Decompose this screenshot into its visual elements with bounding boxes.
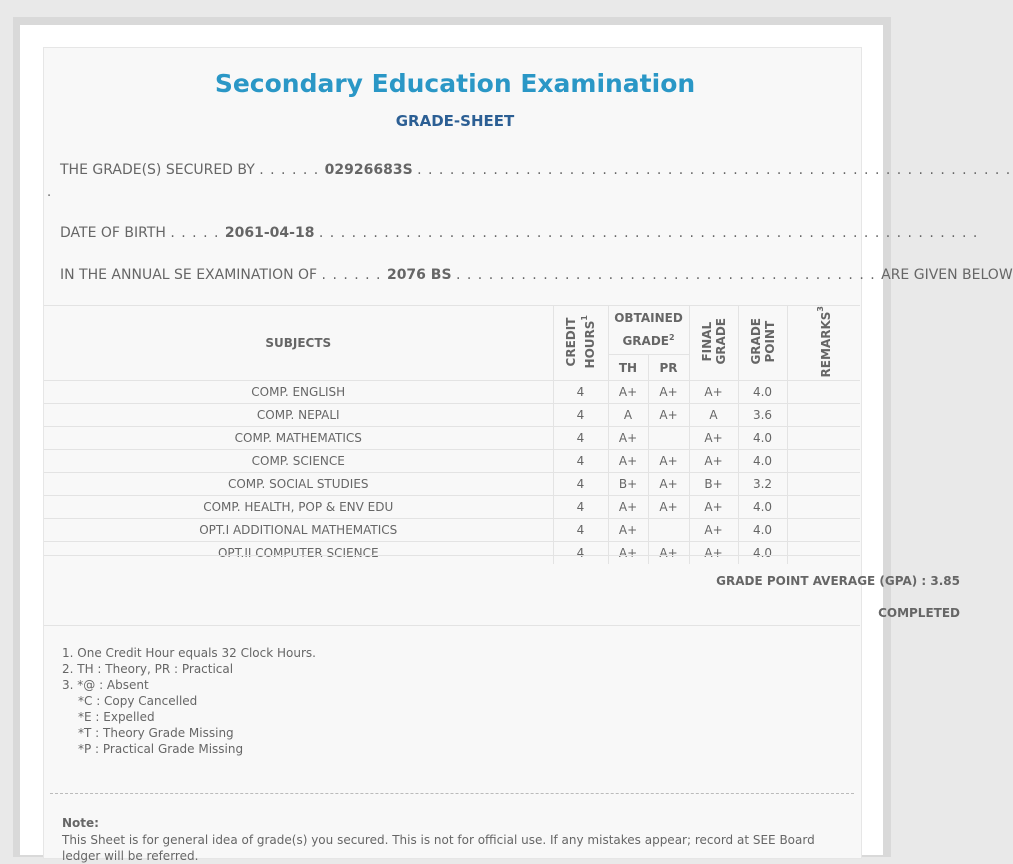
cell-gp: 3.2: [738, 473, 787, 496]
cell-credit: 4: [553, 404, 608, 427]
footnote: 2. TH : Theory, PR : Practical: [62, 662, 234, 676]
gpa-value: 3.85: [930, 574, 960, 588]
table-row: [44, 381, 860, 404]
cell-credit: 4: [553, 519, 608, 542]
cell-credit: 4: [553, 496, 608, 519]
cell-th: B+: [608, 473, 648, 496]
secured-by-line: THE GRADE(S) SECURED BY . . . . . . 02926683S . . . . . . . . . . . . . . . . . . . . . . . . . . . . . . . . . . . . . . . . . . . . . . . . . . . . . . .: [60, 162, 1012, 178]
cell-th: A+: [608, 542, 648, 565]
table-row: [44, 450, 860, 473]
cell-gp: 4.0: [738, 381, 787, 404]
grade-sheet-subtitle: GRADE-SHEET: [395, 112, 515, 130]
cell-subject: COMP. MATHEMATICS: [44, 427, 553, 450]
cell-final: A+: [689, 519, 738, 542]
cell-gp: 4.0: [738, 450, 787, 473]
remarks-header: REMARKS$^3$: [787, 306, 860, 381]
cell-pr: A+: [648, 496, 689, 519]
exam-line: IN THE ANNUAL SE EXAMINATION OF . . . . . . 2076 BS . . . . . . . . . . . . . . . . . . . . . . . . . . . . . . . . . . . . . . . ARE GIVEN BELOW: [60, 267, 1013, 283]
cell-final: A+: [689, 542, 738, 565]
grades-table: [44, 305, 860, 564]
cell-subject: OPT.II COMPUTER SCIENCE: [44, 542, 553, 565]
cell-credit: 4: [553, 473, 608, 496]
table-row: [44, 496, 860, 519]
th-header: TH: [608, 355, 648, 381]
cell-pr: A+: [648, 450, 689, 473]
cell-remarks: [787, 404, 860, 427]
cell-subject: OPT.I ADDITIONAL MATHEMATICS: [44, 519, 553, 542]
cell-remarks: [787, 519, 860, 542]
cell-pr: [648, 427, 689, 450]
cell-subject: COMP. SCIENCE: [44, 450, 553, 473]
cell-pr: A+: [648, 473, 689, 496]
cell-th: A+: [608, 496, 648, 519]
date-of-birth: 2061-04-18: [224, 225, 315, 241]
exam-label: IN THE ANNUAL SE EXAMINATION OF: [60, 267, 318, 283]
cell-remarks: [787, 496, 860, 519]
cell-subject: COMP. SOCIAL STUDIES: [44, 473, 553, 496]
footnote: 3. *@ : Absent: [62, 678, 149, 692]
credit-hours-header: CREDIT HOURS$^1$: [553, 306, 608, 381]
dot-wrap: .: [47, 185, 52, 200]
gpa-line: [716, 574, 960, 588]
dob-line: DATE OF BIRTH . . . . . 2061-04-18 . . . . . . . . . . . . . . . . . . . . . . . . . . . . . . . . . . . . . . . . . . . . . . . . . . . . . . . . . . . . .: [60, 225, 979, 241]
cell-gp: 4.0: [738, 427, 787, 450]
pr-header: PR: [648, 355, 689, 381]
cell-final: A+: [689, 427, 738, 450]
footnote: *T : Theory Grade Missing: [78, 726, 234, 740]
dob-label: DATE OF BIRTH: [60, 225, 166, 241]
cell-final: B+: [689, 473, 738, 496]
cell-gp: 4.0: [738, 519, 787, 542]
table-row: [44, 404, 860, 427]
cell-credit: 4: [553, 381, 608, 404]
cell-remarks: [787, 381, 860, 404]
note-heading: Note:: [62, 816, 99, 830]
obtained-grade-header: OBTAINED GRADE$^2$: [608, 306, 689, 355]
cell-pr: [648, 519, 689, 542]
footnote: *C : Copy Cancelled: [78, 694, 198, 708]
note-text: This Sheet is for general idea of grade(s) you secured. This is not for official use. If any mistakes appear; record at SEE Board ledger will be referred.: [62, 833, 815, 863]
cell-pr: A+: [648, 381, 689, 404]
cell-final: A+: [689, 496, 738, 519]
cell-final: A+: [689, 381, 738, 404]
cell-th: A+: [608, 381, 648, 404]
divider: [44, 625, 860, 626]
secured-by-label: THE GRADE(S) SECURED BY: [60, 162, 255, 178]
footnotes: [62, 645, 316, 757]
cell-th: A: [608, 404, 648, 427]
cell-subject: COMP. NEPALI: [44, 404, 553, 427]
dashed-divider: [50, 793, 854, 794]
cell-gp: 3.6: [738, 404, 787, 427]
cell-credit: 4: [553, 427, 608, 450]
cell-th: A+: [608, 427, 648, 450]
cell-pr: A+: [648, 404, 689, 427]
cell-pr: A+: [648, 542, 689, 565]
table-row: [44, 542, 860, 565]
page-title: Secondary Education Examination: [214, 69, 696, 98]
table-row: [44, 427, 860, 450]
final-grade-header: FINAL GRADE: [689, 306, 738, 381]
grade-point-header: GRADE POINT: [738, 306, 787, 381]
cell-subject: COMP. ENGLISH: [44, 381, 553, 404]
cell-gp: 4.0: [738, 496, 787, 519]
cell-final: A: [689, 404, 738, 427]
cell-credit: 4: [553, 542, 608, 565]
footnote: *P : Practical Grade Missing: [78, 742, 244, 756]
status-label: COMPLETED: [878, 606, 960, 620]
cell-remarks: [787, 450, 860, 473]
cell-remarks: [787, 542, 860, 565]
cell-th: A+: [608, 519, 648, 542]
cell-gp: 4.0: [738, 542, 787, 565]
cell-th: A+: [608, 450, 648, 473]
footnote: *E : Expelled: [78, 710, 155, 724]
divider: [44, 555, 860, 556]
footnote: 1. One Credit Hour equals 32 Clock Hours.: [62, 646, 316, 660]
table-row: [44, 519, 860, 542]
cell-subject: COMP. HEALTH, POP & ENV EDU: [44, 496, 553, 519]
symbol-number: 02926683S: [324, 162, 413, 178]
cell-credit: 4: [553, 450, 608, 473]
exam-suffix: ARE GIVEN BELOW: [881, 267, 1013, 283]
cell-final: A+: [689, 450, 738, 473]
subjects-header: SUBJECTS: [44, 306, 553, 381]
table-row: [44, 473, 860, 496]
cell-remarks: [787, 427, 860, 450]
exam-year: 2076 BS: [386, 267, 452, 283]
gpa-label: GRADE POINT AVERAGE (GPA) :: [716, 574, 927, 588]
cell-remarks: [787, 473, 860, 496]
